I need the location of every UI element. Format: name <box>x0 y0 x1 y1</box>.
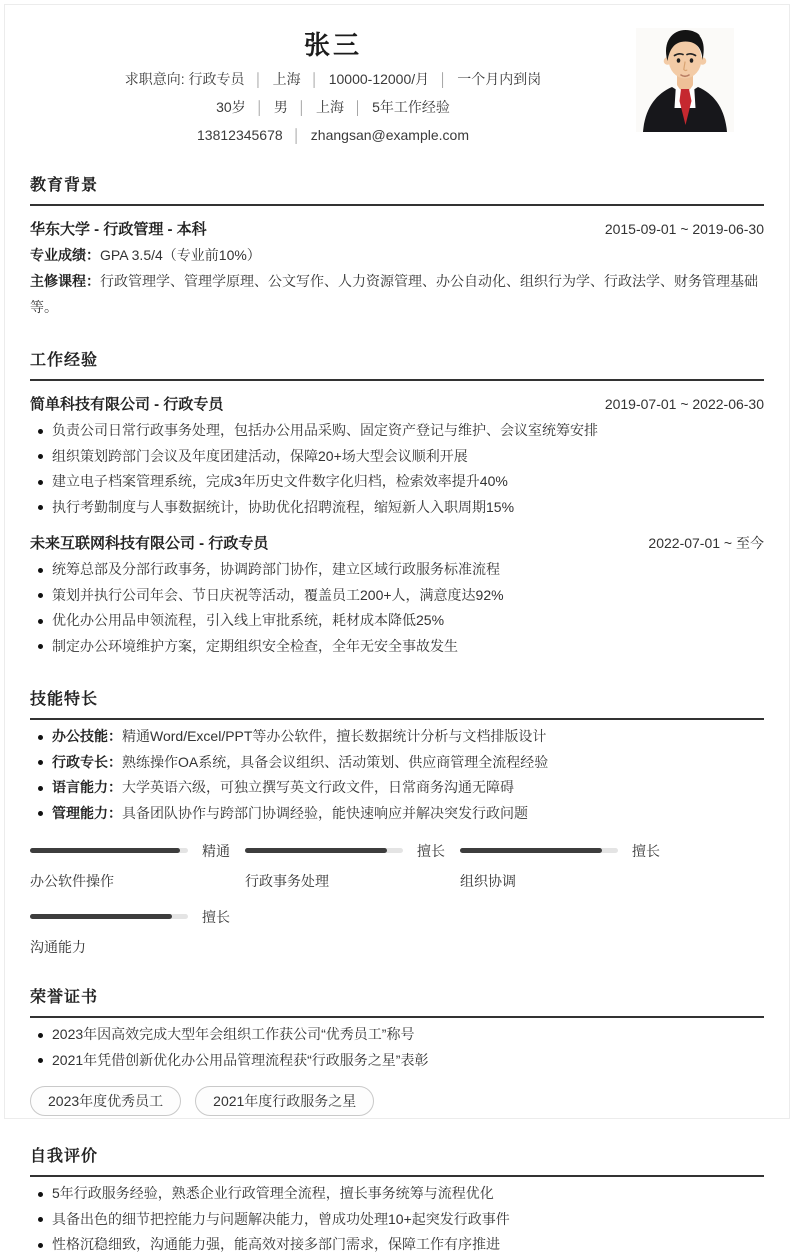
skill-bullet <box>30 801 764 827</box>
skill-bar-item <box>460 841 764 891</box>
skill-bar-row <box>30 907 245 926</box>
profile-photo <box>636 28 734 132</box>
honor-bullet: 2023年因高效完成大型年会组织工作获公司“优秀员工”称号 <box>30 1022 764 1048</box>
expected-salary: 10000-12000/月 <box>328 71 430 87</box>
skill-bar-row <box>460 841 764 860</box>
section-title-honors: 荣誉证书 <box>30 984 764 1018</box>
skill-bar-item <box>30 841 245 891</box>
section-self-evaluation <box>30 1143 764 1258</box>
section-title-self-evaluation: 自我评价 <box>30 1143 764 1177</box>
section-education <box>30 172 764 320</box>
skill-bar-item <box>245 841 460 891</box>
skill-label: 行政专长： <box>52 753 122 770</box>
section-honors <box>30 984 764 1116</box>
separator-bar: │ <box>292 128 301 143</box>
skill-text: 大学英语六级，可独立撰写英文行政文件，日常商务沟通无障碍 <box>122 779 514 795</box>
section-work <box>30 347 764 659</box>
education-entry-head <box>30 218 764 239</box>
job-entry-head <box>30 393 764 414</box>
job-bullet: 执行考勤制度与人事数据统计，协助优化招聘流程，缩短新人入职周期15% <box>30 495 764 521</box>
self-evaluation-bullets <box>30 1181 764 1258</box>
location: 上海 <box>315 99 344 115</box>
skill-bar-track <box>245 848 403 853</box>
skill-level-label: 擅长 <box>632 842 660 859</box>
skill-bar-fill <box>30 848 180 853</box>
job-dates: 2022-07-01 ~ 至今 <box>648 535 764 551</box>
skill-bar-name: 沟通能力 <box>30 939 86 955</box>
separator-bar: │ <box>310 72 319 87</box>
job-bullets <box>30 557 764 659</box>
skill-text: 熟练操作OA系统，具备会议组织、活动策划、供应商管理全流程经验 <box>122 753 549 770</box>
skill-text: 具备团队协作与跨部门协调经验，能快速响应并解决突发行政问题 <box>122 804 528 821</box>
company-position: 简单科技有限公司 - 行政专员 <box>30 396 224 413</box>
email-address: zhangsan@example.com <box>310 127 469 143</box>
section-title-work: 工作经验 <box>30 347 764 381</box>
skill-bar-fill <box>30 914 172 919</box>
job-bullets <box>30 418 764 520</box>
honor-badges <box>30 1086 764 1116</box>
years-experience: 5年工作经验 <box>372 99 450 115</box>
job-entry-head <box>30 532 764 553</box>
gpa-value: GPA 3.5/4（专业前10%） <box>100 247 261 263</box>
personal-info-line <box>30 98 636 117</box>
section-title-skills: 技能特长 <box>30 686 764 720</box>
company-position: 未来互联网科技有限公司 - 行政专员 <box>30 535 269 552</box>
separator-bar: │ <box>297 100 306 115</box>
separator-bar: │ <box>353 100 363 115</box>
skill-label: 办公技能： <box>52 728 122 744</box>
self-evaluation-bullet: 具备出色的细节把控能力与问题解决能力，曾成功处理10+起突发行政事件 <box>30 1207 764 1233</box>
job-entry <box>30 532 764 659</box>
section-title-education: 教育背景 <box>30 172 764 206</box>
school-degree: 华东大学 - 行政管理 - 本科 <box>30 221 207 238</box>
age: 30岁 <box>216 99 246 115</box>
gpa-label: 专业成绩： <box>30 247 100 263</box>
skill-bullet <box>30 750 764 776</box>
skill-bar-name: 办公软件操作 <box>30 873 114 889</box>
job-intent-line <box>30 70 636 89</box>
skill-bar-track <box>460 848 618 853</box>
skill-bullets <box>30 724 764 826</box>
skill-bar-name: 行政事务处理 <box>245 873 329 889</box>
skill-bullet <box>30 775 764 801</box>
skill-level-label: 擅长 <box>417 842 445 859</box>
gender: 男 <box>273 99 288 115</box>
section-skills <box>30 686 764 957</box>
skill-level-label: 精通 <box>202 842 230 859</box>
header-info <box>30 27 636 145</box>
job-bullet: 制定办公环境维护方案，定期组织安全检查，全年无安全事故发生 <box>30 634 764 660</box>
resume-header <box>30 27 764 145</box>
self-evaluation-bullet: 5年行政服务经验，熟悉企业行政管理全流程，擅长事务统筹与流程优化 <box>30 1181 764 1207</box>
gpa-line <box>30 242 764 268</box>
resume-page <box>4 4 790 1252</box>
honor-badge: 2023年度优秀员工 <box>30 1086 181 1116</box>
skill-bar-track <box>30 848 188 853</box>
separator-bar: │ <box>439 72 448 87</box>
courses-line <box>30 268 764 320</box>
contact-line <box>30 126 636 145</box>
courses-value: 行政管理学、管理学原理、公文写作、人力资源管理、办公自动化、组织行为学、行政法学、财务管理基础等。 <box>30 273 758 315</box>
honor-bullet: 2021年凭借创新优化办公用品管理流程获“行政服务之星”表彰 <box>30 1048 764 1074</box>
availability: 一个月内到岗 <box>457 71 542 87</box>
skill-label: 语言能力： <box>52 779 122 795</box>
skill-bar-fill <box>460 848 602 853</box>
job-bullet: 建立电子档案管理系统，完成3年历史文件数字化归档，检索效率提升40% <box>30 469 764 495</box>
candidate-name: 张三 <box>303 30 362 60</box>
skill-bar-fill <box>245 848 387 853</box>
skill-label: 管理能力： <box>52 804 122 821</box>
education-dates: 2015-09-01 ~ 2019-06-30 <box>604 221 764 237</box>
skill-bar-row <box>30 841 245 860</box>
job-bullet: 统筹总部及分部行政事务，协调跨部门协作，建立区域行政服务标准流程 <box>30 557 764 583</box>
honor-bullets <box>30 1022 764 1073</box>
skill-bar-item <box>30 907 245 957</box>
job-bullet: 策划并执行公司年会、节日庆祝等活动，覆盖员工200+人，满意度达92% <box>30 583 764 609</box>
skill-level-label: 擅长 <box>202 908 230 925</box>
skill-bar-name: 组织协调 <box>460 873 516 889</box>
job-dates: 2019-07-01 ~ 2022-06-30 <box>604 396 764 412</box>
job-bullet: 优化办公用品申领流程，引入线上审批系统，耗材成本降低25% <box>30 608 764 634</box>
honor-badge: 2021年度行政服务之星 <box>195 1086 374 1116</box>
phone-number: 13812345678 <box>197 127 283 143</box>
education-details <box>30 242 764 320</box>
separator-bar: │ <box>255 100 264 115</box>
job-city: 上海 <box>272 71 301 87</box>
job-entry <box>30 393 764 520</box>
skill-bars <box>30 841 764 957</box>
skill-bar-track <box>30 914 188 919</box>
self-evaluation-bullet: 性格沉稳细致，沟通能力强，能高效对接多部门需求，保障工作有序推进 <box>30 1232 764 1258</box>
separator-bar: │ <box>254 72 263 87</box>
job-intent: 求职意向: 行政专员 <box>124 71 245 87</box>
job-bullet: 组织策划跨部门会议及年度团建活动，保障20+场大型会议顺利开展 <box>30 444 764 470</box>
job-bullet: 负责公司日常行政事务处理，包括办公用品采购、固定资产登记与维护、会议室统筹安排 <box>30 418 764 444</box>
skill-bar-row <box>245 841 460 860</box>
skill-bullet <box>30 724 764 750</box>
skill-text: 精通Word/Excel/PPT等办公软件，擅长数据统计分析与文档排版设计 <box>122 728 547 744</box>
courses-label: 主修课程： <box>30 273 100 289</box>
